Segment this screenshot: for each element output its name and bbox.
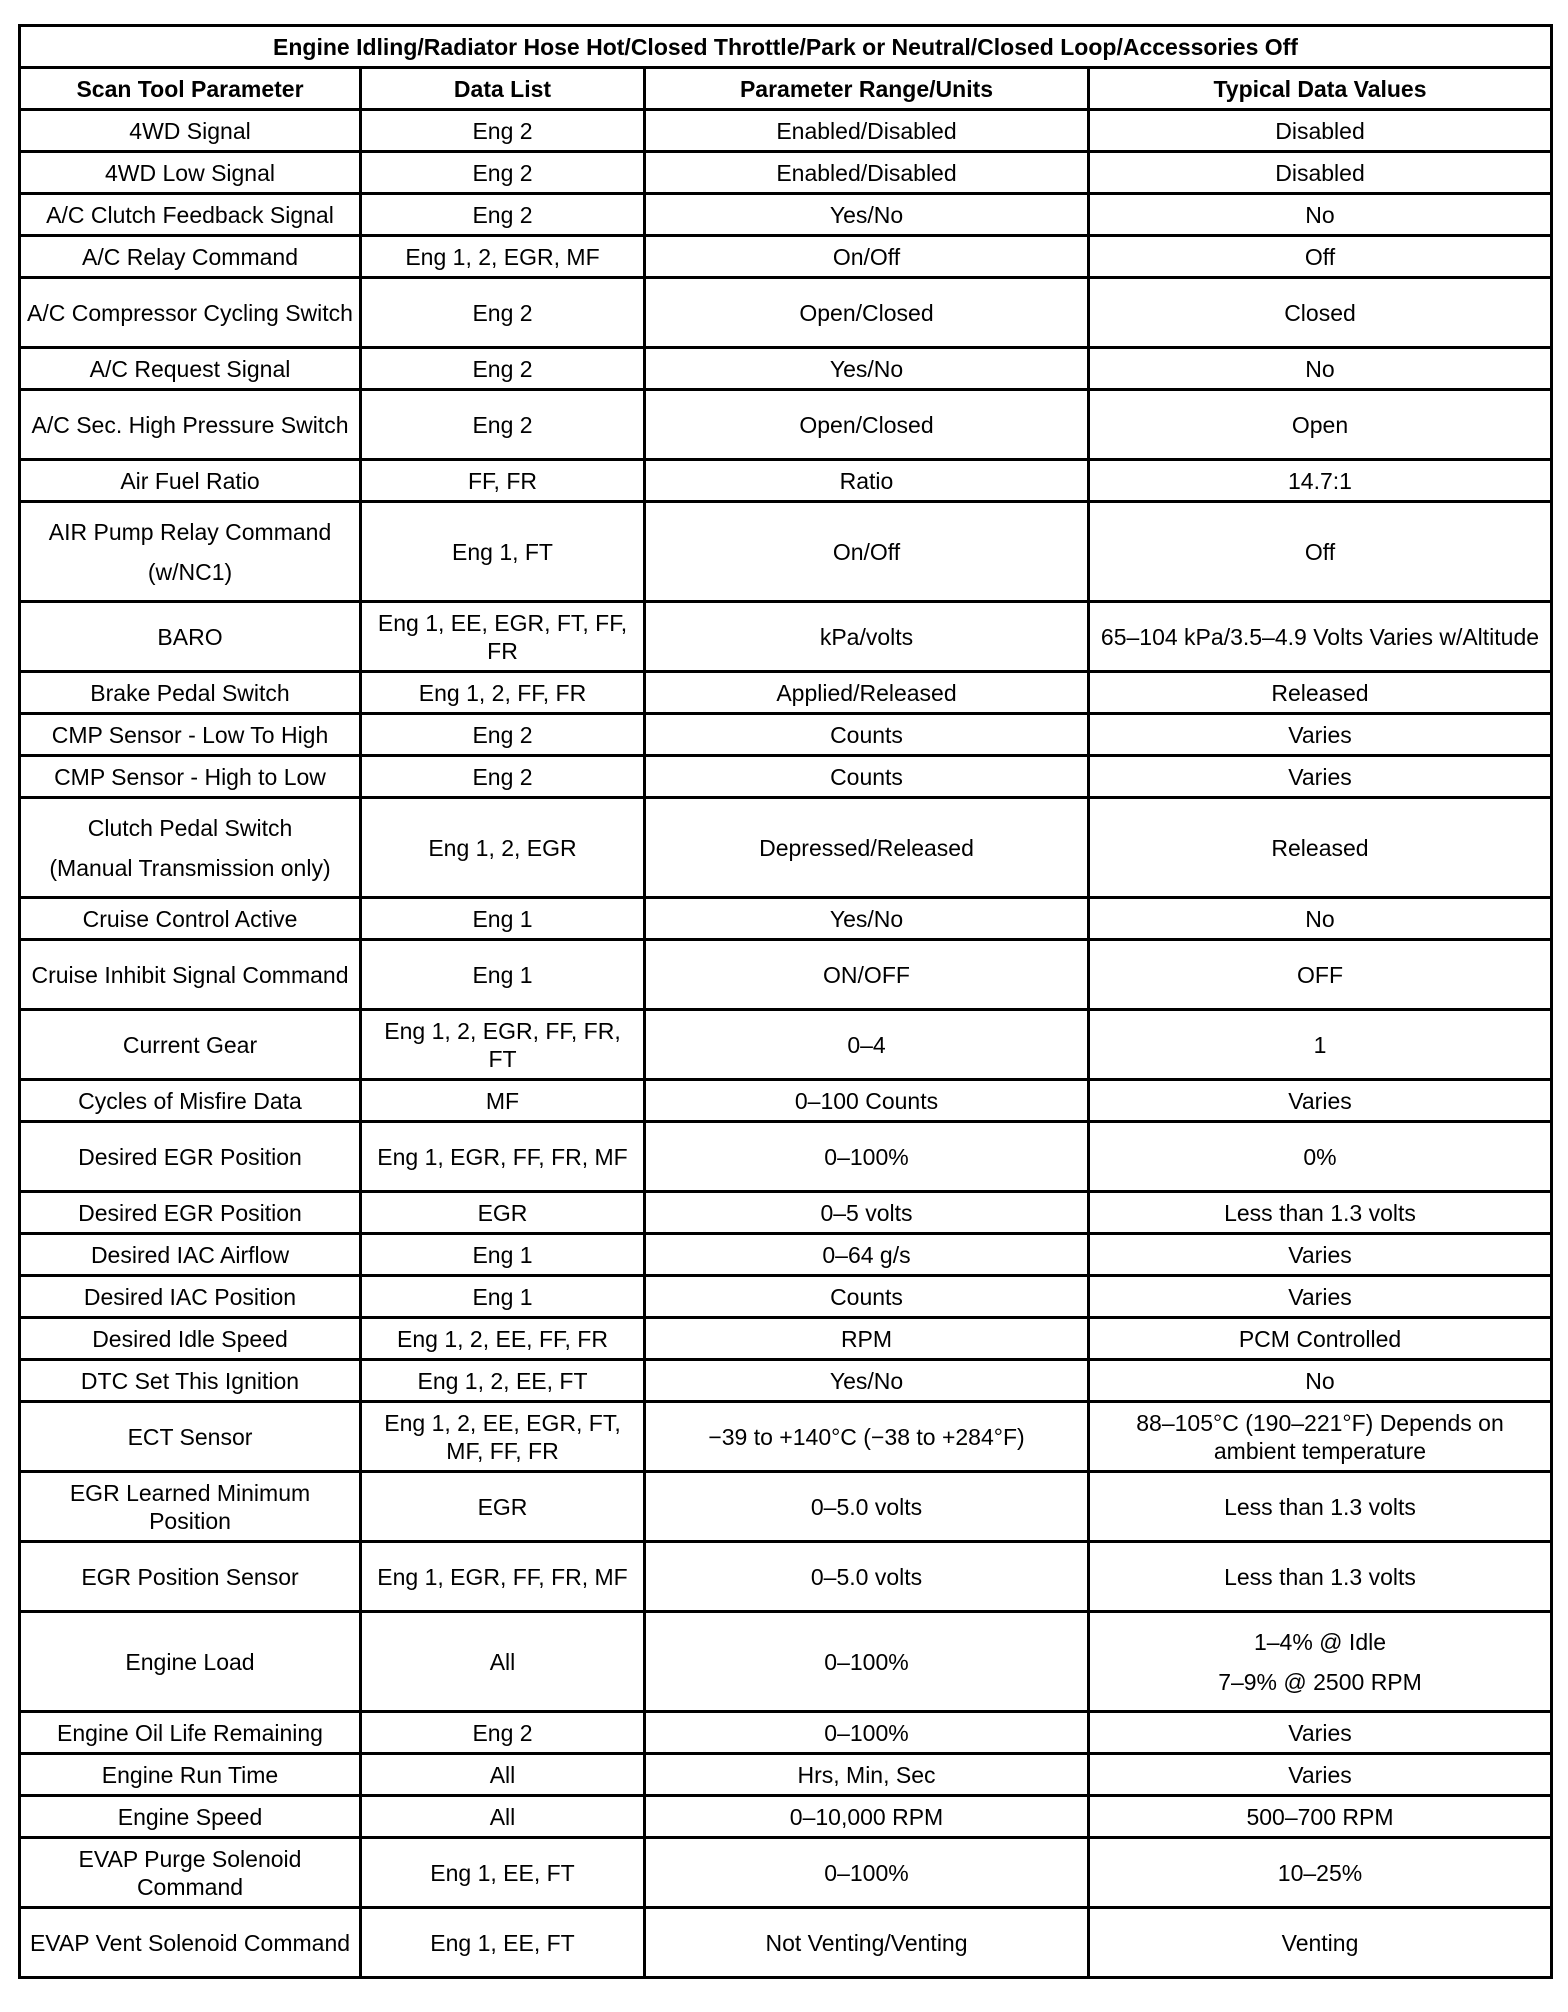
cell-text-line: Cruise Inhibit Signal Command <box>31 961 349 988</box>
cell-data-list: Eng 1 <box>361 1234 645 1276</box>
cell-text-line: 14.7:1 <box>1288 467 1352 494</box>
table-row <box>20 1908 1552 1978</box>
cell-text-line: Varies <box>1288 1241 1352 1268</box>
cell-typical-value <box>1089 1080 1552 1122</box>
cell-text-line: A/C Compressor Cycling Switch <box>27 299 353 326</box>
cell-data-list: Eng 1, 2, EE, FT <box>361 1360 645 1402</box>
table-row <box>20 1192 1552 1234</box>
cell-text-line: Off <box>1304 243 1336 270</box>
cell-typical-value <box>1089 898 1552 940</box>
table-row <box>20 194 1552 236</box>
cell-text-line: Brake Pedal Switch <box>90 679 290 706</box>
cell-data-list: Eng 1, EE, FT <box>361 1838 645 1908</box>
column-header-data-list: Data List <box>361 68 645 110</box>
cell-parameter-range: 0–64 g/s <box>645 1234 1089 1276</box>
table-row <box>20 1612 1552 1712</box>
cell-text-line: Cruise Control Active <box>82 905 298 932</box>
cell-typical-value <box>1089 1542 1552 1612</box>
cell-typical-value <box>1089 278 1552 348</box>
table-row <box>20 152 1552 194</box>
cell-text-line: (w/NC1) <box>147 558 233 585</box>
cell-text-line: Released <box>1271 679 1369 706</box>
cell-typical-value <box>1089 602 1552 672</box>
cell-data-list: Eng 1, EE, FT <box>361 1908 645 1978</box>
cell-parameter-range: 0–5.0 volts <box>645 1542 1089 1612</box>
cell-text-line: 1 <box>1313 1031 1327 1058</box>
cell-text-line: Varies <box>1288 1761 1352 1788</box>
cell-text-line: A/C Sec. High Pressure Switch <box>31 411 349 438</box>
table-row <box>20 1712 1552 1754</box>
table-row <box>20 756 1552 798</box>
table-row <box>20 672 1552 714</box>
cell-text-line: Desired IAC Airflow <box>90 1241 290 1268</box>
cell-text-line: Less than 1.3 volts <box>1224 1563 1416 1590</box>
cell-typical-value <box>1089 714 1552 756</box>
cell-data-list: Eng 1 <box>361 1276 645 1318</box>
line-gap <box>1096 1656 1544 1668</box>
cell-text-line: 7–9% @ 2500 RPM <box>1218 1668 1422 1695</box>
cell-text-line: 10–25% <box>1277 1859 1363 1886</box>
cell-data-list: EGR <box>361 1472 645 1542</box>
cell-typical-value <box>1089 1318 1552 1360</box>
cell-scan-tool-parameter <box>20 798 361 898</box>
cell-typical-value <box>1089 110 1552 152</box>
cell-typical-value <box>1089 236 1552 278</box>
cell-text-line: 1–4% @ Idle <box>1253 1628 1387 1655</box>
cell-scan-tool-parameter <box>20 714 361 756</box>
cell-data-list: MF <box>361 1080 645 1122</box>
cell-parameter-range: On/Off <box>645 502 1089 602</box>
cell-text-line: 4WD Low Signal <box>104 159 276 186</box>
cell-text-line: BARO <box>157 623 223 650</box>
cell-typical-value <box>1089 390 1552 460</box>
cell-text-line: Desired EGR Position <box>78 1143 302 1170</box>
cell-scan-tool-parameter <box>20 1542 361 1612</box>
cell-data-list: Eng 2 <box>361 152 645 194</box>
cell-typical-value <box>1089 672 1552 714</box>
table-row <box>20 1754 1552 1796</box>
table-row <box>20 714 1552 756</box>
cell-typical-value <box>1089 1472 1552 1542</box>
cell-data-list: Eng 2 <box>361 714 645 756</box>
cell-scan-tool-parameter <box>20 1122 361 1192</box>
cell-typical-value <box>1089 1360 1552 1402</box>
cell-text-line: Disabled <box>1275 117 1365 144</box>
table-row <box>20 1010 1552 1080</box>
cell-data-list: Eng 1, 2, EGR, FF, FR, FT <box>361 1010 645 1080</box>
cell-text-line: Current Gear <box>122 1031 258 1058</box>
cell-parameter-range: −39 to +140°C (−38 to +284°F) <box>645 1402 1089 1472</box>
cell-parameter-range: Applied/Released <box>645 672 1089 714</box>
cell-text-line: Engine Speed <box>117 1803 263 1830</box>
cell-text-line: CMP Sensor - High to Low <box>54 763 326 790</box>
table-row <box>20 1402 1552 1472</box>
table-row <box>20 278 1552 348</box>
cell-data-list: All <box>361 1796 645 1838</box>
cell-typical-value <box>1089 940 1552 1010</box>
cell-text-line: Air Fuel Ratio <box>120 467 260 494</box>
cell-scan-tool-parameter <box>20 1276 361 1318</box>
cell-text-line: CMP Sensor - Low To High <box>51 721 329 748</box>
cell-text-line: 88–105°C (190–221°F) Depends on ambient temperature <box>1136 1409 1504 1464</box>
cell-data-list: Eng 2 <box>361 110 645 152</box>
column-header-row <box>20 68 1552 110</box>
table-row <box>20 460 1552 502</box>
cell-text-line: No <box>1305 905 1335 932</box>
cell-scan-tool-parameter <box>20 1472 361 1542</box>
cell-data-list: Eng 1, EGR, FF, FR, MF <box>361 1542 645 1612</box>
cell-text-line: EVAP Purge Solenoid Command <box>78 1845 302 1900</box>
cell-text-line: EGR Position Sensor <box>81 1563 299 1590</box>
cell-scan-tool-parameter <box>20 1080 361 1122</box>
cell-data-list: Eng 1, FT <box>361 502 645 602</box>
cell-text-line: Clutch Pedal Switch <box>87 814 293 841</box>
cell-scan-tool-parameter <box>20 348 361 390</box>
cell-text-line: Off <box>1304 538 1336 565</box>
cell-scan-tool-parameter <box>20 756 361 798</box>
cell-text-line: No <box>1305 1367 1335 1394</box>
cell-typical-value <box>1089 1612 1552 1712</box>
cell-typical-value <box>1089 1276 1552 1318</box>
cell-text-line: AIR Pump Relay Command <box>48 518 332 545</box>
cell-text-line: Disabled <box>1275 159 1365 186</box>
cell-data-list: Eng 1 <box>361 940 645 1010</box>
cell-scan-tool-parameter <box>20 1318 361 1360</box>
cell-text-line: Less than 1.3 volts <box>1224 1199 1416 1226</box>
cell-typical-value <box>1089 460 1552 502</box>
cell-parameter-range: Counts <box>645 1276 1089 1318</box>
table-row <box>20 1276 1552 1318</box>
cell-scan-tool-parameter <box>20 1234 361 1276</box>
cell-typical-value <box>1089 1122 1552 1192</box>
table-row <box>20 110 1552 152</box>
cell-data-list: Eng 2 <box>361 194 645 236</box>
table-row <box>20 1360 1552 1402</box>
cell-typical-value <box>1089 348 1552 390</box>
cell-scan-tool-parameter <box>20 898 361 940</box>
table-row <box>20 1318 1552 1360</box>
cell-text-line: Varies <box>1288 1283 1352 1310</box>
cell-typical-value <box>1089 194 1552 236</box>
cell-parameter-range: Enabled/Disabled <box>645 110 1089 152</box>
cell-typical-value <box>1089 1234 1552 1276</box>
table-body <box>20 110 1552 1978</box>
cell-parameter-range: Enabled/Disabled <box>645 152 1089 194</box>
cell-text-line: EVAP Vent Solenoid Command <box>29 1929 351 1956</box>
cell-scan-tool-parameter <box>20 110 361 152</box>
cell-data-list: Eng 2 <box>361 1712 645 1754</box>
cell-typical-value <box>1089 1402 1552 1472</box>
cell-text-line: Varies <box>1288 1719 1352 1746</box>
cell-text-line: Varies <box>1288 1087 1352 1114</box>
cell-parameter-range: Yes/No <box>645 1360 1089 1402</box>
cell-data-list: Eng 2 <box>361 390 645 460</box>
cell-scan-tool-parameter <box>20 672 361 714</box>
cell-text-line: Closed <box>1284 299 1356 326</box>
cell-scan-tool-parameter <box>20 278 361 348</box>
table-row <box>20 1234 1552 1276</box>
cell-data-list: Eng 2 <box>361 278 645 348</box>
cell-text-line: Engine Oil Life Remaining <box>57 1719 323 1746</box>
cell-text-line: (Manual Transmission only) <box>49 854 331 881</box>
cell-parameter-range: 0–100% <box>645 1612 1089 1712</box>
cell-parameter-range: Hrs, Min, Sec <box>645 1754 1089 1796</box>
cell-scan-tool-parameter <box>20 1360 361 1402</box>
table-row <box>20 390 1552 460</box>
table-row <box>20 1080 1552 1122</box>
cell-parameter-range: Depressed/Released <box>645 798 1089 898</box>
cell-data-list: All <box>361 1612 645 1712</box>
table-row <box>20 1472 1552 1542</box>
cell-typical-value <box>1089 502 1552 602</box>
cell-data-list: Eng 1, 2, FF, FR <box>361 672 645 714</box>
cell-data-list: Eng 1, 2, EGR <box>361 798 645 898</box>
cell-parameter-range: kPa/volts <box>645 602 1089 672</box>
column-header-scan-tool-parameter: Scan Tool Parameter <box>20 68 361 110</box>
cell-text-line: Released <box>1271 834 1369 861</box>
cell-data-list: All <box>361 1754 645 1796</box>
cell-data-list: Eng 2 <box>361 348 645 390</box>
cell-scan-tool-parameter <box>20 236 361 278</box>
cell-parameter-range: Open/Closed <box>645 278 1089 348</box>
cell-scan-tool-parameter <box>20 1908 361 1978</box>
cell-text-line: 0% <box>1303 1143 1337 1170</box>
cell-text-line: EGR Learned Minimum Position <box>69 1479 311 1534</box>
cell-data-list: FF, FR <box>361 460 645 502</box>
cell-parameter-range: 0–100 Counts <box>645 1080 1089 1122</box>
cell-scan-tool-parameter <box>20 602 361 672</box>
cell-scan-tool-parameter <box>20 502 361 602</box>
cell-text-line: Varies <box>1288 763 1352 790</box>
cell-parameter-range: 0–5 volts <box>645 1192 1089 1234</box>
cell-text-line: Venting <box>1281 1929 1359 1956</box>
cell-parameter-range: RPM <box>645 1318 1089 1360</box>
cell-text-line: 500–700 RPM <box>1246 1803 1394 1830</box>
column-header-parameter-range: Parameter Range/Units <box>645 68 1089 110</box>
cell-data-list: Eng 2 <box>361 756 645 798</box>
cell-text-line: Desired EGR Position <box>78 1199 302 1226</box>
cell-data-list: Eng 1 <box>361 898 645 940</box>
cell-scan-tool-parameter <box>20 460 361 502</box>
cell-scan-tool-parameter <box>20 1192 361 1234</box>
cell-parameter-range: 0–5.0 volts <box>645 1472 1089 1542</box>
cell-parameter-range: Counts <box>645 756 1089 798</box>
cell-text-line: PCM Controlled <box>1238 1325 1402 1352</box>
scan-tool-data-table <box>18 24 1553 1979</box>
cell-scan-tool-parameter <box>20 940 361 1010</box>
line-gap <box>27 842 353 854</box>
cell-parameter-range: 0–10,000 RPM <box>645 1796 1089 1838</box>
cell-text-line: Engine Load <box>125 1648 255 1675</box>
cell-text-line: Less than 1.3 volts <box>1224 1493 1416 1520</box>
cell-typical-value <box>1089 1712 1552 1754</box>
cell-parameter-range: ON/OFF <box>645 940 1089 1010</box>
cell-parameter-range: 0–100% <box>645 1838 1089 1908</box>
cell-typical-value <box>1089 1192 1552 1234</box>
cell-text-line: No <box>1305 201 1335 228</box>
cell-typical-value <box>1089 1754 1552 1796</box>
cell-text-line: ECT Sensor <box>127 1423 253 1450</box>
cell-data-list: EGR <box>361 1192 645 1234</box>
cell-typical-value <box>1089 1908 1552 1978</box>
cell-parameter-range: Yes/No <box>645 194 1089 236</box>
cell-typical-value <box>1089 152 1552 194</box>
cell-text-line: A/C Relay Command <box>81 243 299 270</box>
cell-data-list: Eng 1, 2, EE, EGR, FT, MF, FF, FR <box>361 1402 645 1472</box>
table-row <box>20 236 1552 278</box>
table-row <box>20 1542 1552 1612</box>
cell-text-line: Desired IAC Position <box>83 1283 297 1310</box>
cell-text-line: DTC Set This Ignition <box>80 1367 300 1394</box>
table-row <box>20 602 1552 672</box>
cell-parameter-range: Open/Closed <box>645 390 1089 460</box>
table-caption: Engine Idling/Radiator Hose Hot/Closed Throttle/Park or Neutral/Closed Loop/Accessories Off <box>20 26 1552 68</box>
cell-scan-tool-parameter <box>20 1402 361 1472</box>
cell-scan-tool-parameter <box>20 194 361 236</box>
cell-parameter-range: On/Off <box>645 236 1089 278</box>
table-row <box>20 348 1552 390</box>
cell-text-line: 4WD Signal <box>129 117 251 144</box>
cell-typical-value <box>1089 1796 1552 1838</box>
cell-scan-tool-parameter <box>20 390 361 460</box>
cell-parameter-range: Counts <box>645 714 1089 756</box>
table-row <box>20 1838 1552 1908</box>
table-row <box>20 1122 1552 1192</box>
cell-text-line: OFF <box>1297 961 1343 988</box>
cell-scan-tool-parameter <box>20 1838 361 1908</box>
cell-data-list: Eng 1, 2, EGR, MF <box>361 236 645 278</box>
cell-text-line: Open <box>1291 411 1349 438</box>
cell-typical-value <box>1089 1838 1552 1908</box>
cell-data-list: Eng 1, EE, EGR, FT, FF, FR <box>361 602 645 672</box>
table-row <box>20 798 1552 898</box>
cell-scan-tool-parameter <box>20 1010 361 1080</box>
cell-scan-tool-parameter <box>20 1612 361 1712</box>
cell-parameter-range: 0–100% <box>645 1712 1089 1754</box>
cell-text-line: Varies <box>1288 721 1352 748</box>
table-row <box>20 1796 1552 1838</box>
cell-text-line: Cycles of Misfire Data <box>78 1087 302 1114</box>
table-caption-row <box>20 26 1552 68</box>
cell-text-line: A/C Request Signal <box>89 355 291 382</box>
cell-text-line: Engine Run Time <box>101 1761 279 1788</box>
cell-scan-tool-parameter <box>20 1712 361 1754</box>
cell-parameter-range: Not Venting/Venting <box>645 1908 1089 1978</box>
cell-parameter-range: Yes/No <box>645 898 1089 940</box>
cell-text-line: No <box>1305 355 1335 382</box>
line-gap <box>27 546 353 558</box>
cell-parameter-range: Yes/No <box>645 348 1089 390</box>
cell-typical-value <box>1089 1010 1552 1080</box>
cell-scan-tool-parameter <box>20 1754 361 1796</box>
table-row <box>20 898 1552 940</box>
cell-parameter-range: Ratio <box>645 460 1089 502</box>
cell-typical-value <box>1089 756 1552 798</box>
cell-text-line: 65–104 kPa/3.5–4.9 Volts Varies w/Altitude <box>1100 623 1540 650</box>
cell-text-line: Desired Idle Speed <box>92 1325 288 1352</box>
table-row <box>20 502 1552 602</box>
cell-data-list: Eng 1, 2, EE, FF, FR <box>361 1318 645 1360</box>
cell-text-line: A/C Clutch Feedback Signal <box>46 201 334 228</box>
cell-parameter-range: 0–100% <box>645 1122 1089 1192</box>
cell-typical-value <box>1089 798 1552 898</box>
cell-parameter-range: 0–4 <box>645 1010 1089 1080</box>
cell-scan-tool-parameter <box>20 152 361 194</box>
cell-data-list: Eng 1, EGR, FF, FR, MF <box>361 1122 645 1192</box>
table-row <box>20 940 1552 1010</box>
column-header-typical-values: Typical Data Values <box>1089 68 1552 110</box>
cell-scan-tool-parameter <box>20 1796 361 1838</box>
